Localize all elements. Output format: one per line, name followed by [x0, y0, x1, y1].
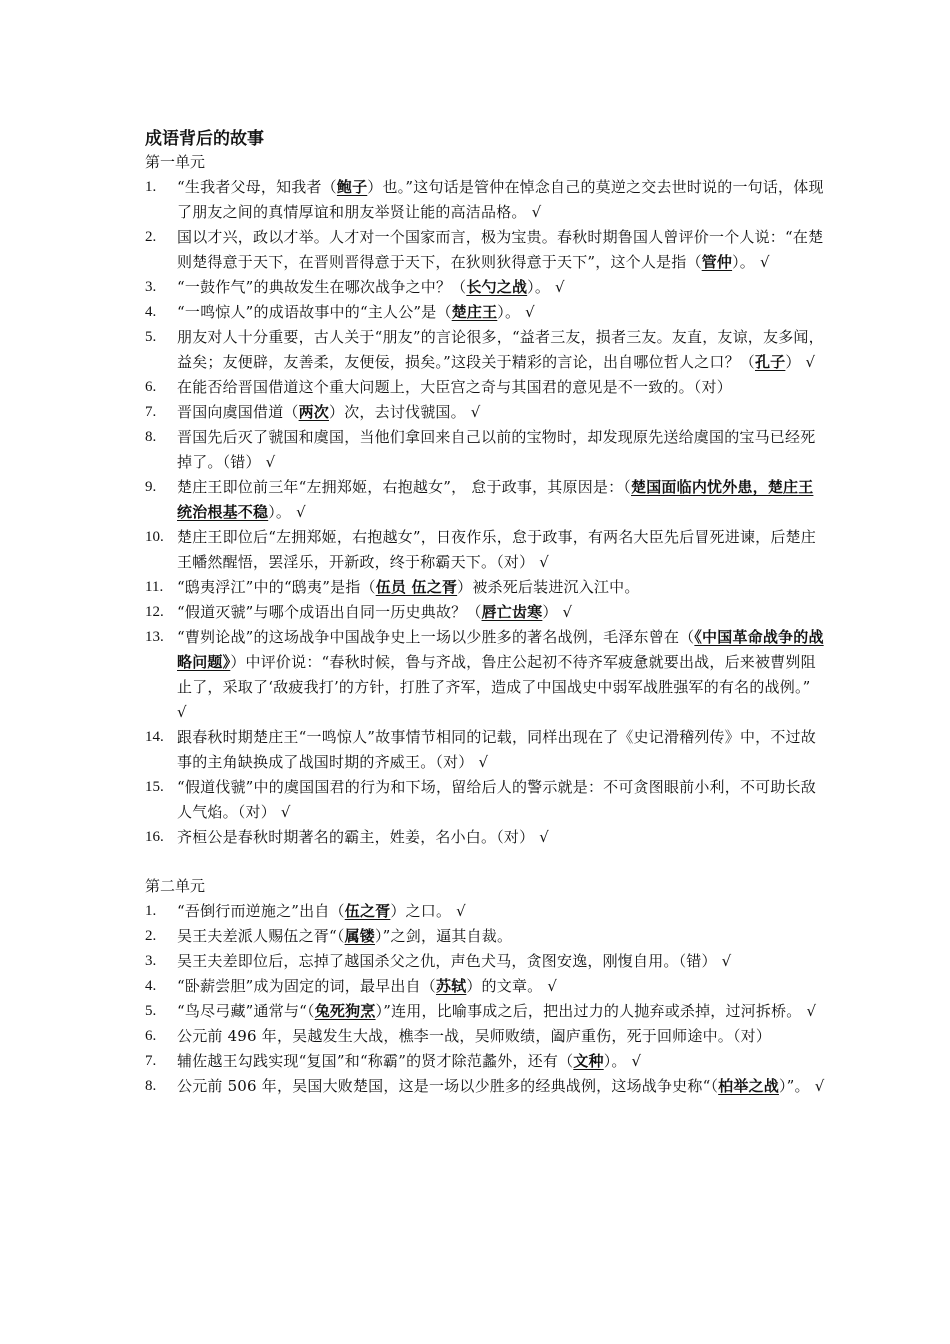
question-item [145, 225, 825, 275]
answer-text: 伍员 伍之胥 [375, 578, 458, 596]
question-item [145, 899, 825, 924]
question-text [177, 949, 825, 974]
question-text [177, 825, 825, 850]
question-segment: 晋国向虞国借道（ [177, 403, 299, 421]
answer-text: 兔死狗烹 [314, 1002, 376, 1020]
question-text [177, 899, 825, 924]
question-segment: ）。 √ [527, 278, 565, 296]
question-segment: 国以才兴，政以才举。人才对一个国家而言，极为宝贵。春秋时期鲁国人曾评价一个人说：“在楚则楚得意于天下，在晋则晋得意于天下，在狄则狄得意于天下”，这个人是指（ [177, 228, 824, 271]
question-number: 5. [145, 1003, 157, 1019]
question-segment: ）也。”这句话是管仲在悼念自己的莫逆之交去世时说的一句话，体现了朋友之间的真情厚谊和朋友举贤让能的高洁品格。 √ [177, 178, 824, 221]
question-item [145, 1074, 825, 1099]
question-item [145, 949, 825, 974]
question-segment: “卧薪尝胆”成为固定的词，最早出自（ [177, 977, 436, 995]
question-text [177, 1049, 825, 1074]
question-segment: 齐桓公是春秋时期著名的霸主，姓姜，名小白。（对） √ [177, 828, 550, 846]
question-segment: “一鼓作气”的典故发生在哪次战争之中？（ [177, 278, 467, 296]
question-number: 1. [145, 179, 157, 195]
question-segment: ） √ [785, 353, 816, 371]
question-text [177, 275, 825, 300]
answer-text: 长勺之战 [466, 278, 528, 296]
question-number: 6. [145, 379, 157, 395]
question-text [177, 725, 825, 775]
question-segment: ）被杀死后装进沉入江中。 [457, 578, 640, 596]
question-segment: ）”。 √ [778, 1077, 825, 1095]
answer-text: 属镂 [344, 927, 375, 945]
units-container [145, 150, 825, 1099]
question-item [145, 600, 825, 625]
question-number: 14. [145, 729, 164, 745]
question-segment: 朋友对人十分重要，古人关于“朋友”的言论很多，“益者三友，损者三友。友直，友谅，友多闻，益矣；友便辟，友善柔，友便佞，损矣。”这段关于精彩的言论，出自哪位哲人之口？（ [177, 328, 824, 371]
question-segment: ）次，去讨伐虢国。 √ [329, 403, 481, 421]
unit-section [145, 874, 825, 1099]
question-item [145, 400, 825, 425]
answer-text: 孔子 [754, 353, 786, 371]
question-segment: 公元前 506 年，吴国大败楚国，这是一场以少胜多的经典战例，这场战争史称“（ [177, 1077, 719, 1095]
answer-text: 楚国面临内忧外患，楚庄王统治根基不稳 [177, 478, 814, 521]
question-number: 9. [145, 479, 157, 495]
question-segment: ） √ [542, 603, 573, 621]
answer-text: 文种 [573, 1052, 604, 1070]
question-text [177, 375, 825, 400]
question-segment: ）之口。 √ [390, 902, 466, 920]
question-text [177, 400, 825, 425]
question-text [177, 999, 825, 1024]
question-segment: “鸟尽弓藏”通常与“（ [177, 1002, 315, 1020]
question-number: 8. [145, 429, 157, 445]
question-item [145, 325, 825, 375]
question-segment: ）。 √ [732, 253, 770, 271]
question-segment: “生我者父母，知我者（ [177, 178, 337, 196]
question-item [145, 924, 825, 949]
answer-text: 楚庄王 [451, 303, 498, 321]
question-segment: ）。 √ [603, 1052, 642, 1070]
question-text [177, 1024, 825, 1049]
question-segment: “假道灭虢”与哪个成语出自同一历史典故？（ [177, 603, 482, 621]
document-title: 成语背后的故事 [145, 129, 264, 149]
question-item [145, 1024, 825, 1049]
answer-text: 鲍子 [336, 178, 368, 196]
question-segment: “一鸣惊人”的成语故事中的“主人公”是（ [177, 303, 452, 321]
question-segment: “吾倒行而逆施之”出自（ [177, 902, 345, 920]
question-number: 7. [145, 404, 157, 420]
question-number: 10. [145, 529, 164, 545]
question-number: 4. [145, 304, 157, 320]
question-item [145, 275, 825, 300]
question-segment: ）的文章。 √ [466, 977, 558, 995]
question-number: 5. [145, 329, 157, 345]
unit-title: 第二单元 [145, 877, 206, 895]
question-segment: ）。 √ [497, 303, 535, 321]
question-item [145, 999, 825, 1024]
question-segment: ）”连用，比喻事成之后，把出过力的人抛弃或杀掉，过河拆桥。 √ [375, 1002, 817, 1020]
question-text [177, 924, 825, 949]
question-text [177, 225, 825, 275]
question-segment: 晋国先后灭了虢国和虞国，当他们拿回来自己以前的宝物时，却发现原先送给虞国的宝马已经死掉了。（错） √ [177, 428, 816, 471]
question-segment: “曹刿论战”的这场战争中国战争史上一场以少胜多的著名战例，毛泽东曾在（ [177, 628, 695, 646]
question-segment: 辅佐越王勾践实现“复国”和“称霸”的贤才除范蠡外，还有（ [177, 1052, 574, 1070]
question-text [177, 625, 825, 725]
question-item [145, 175, 825, 225]
question-segment: ）。 √ [268, 503, 306, 521]
question-segment: 跟春秋时期楚庄王“一鸣惊人”故事情节相同的记载，同样出现在了《史记滑稽列传》中，不过故事的主角缺换成了战国时期的齐威王。（对） √ [177, 728, 816, 771]
question-segment: 吴王夫差即位后，忘掉了越国杀父之仇，声色犬马，贪图安逸，刚愎自用。（错） √ [177, 952, 732, 970]
question-text [177, 525, 825, 575]
question-text [177, 175, 825, 225]
question-list [145, 899, 825, 1099]
answer-text: 唇亡齿寒 [481, 603, 543, 621]
question-number: 2. [145, 928, 157, 944]
question-segment: 吴王夫差派人赐伍之胥“（ [177, 927, 345, 945]
question-number: 13. [145, 629, 164, 645]
question-segment: “鸱夷浮江”中的“鸱夷”是指（ [177, 578, 376, 596]
question-number: 6. [145, 1028, 157, 1044]
answer-text: 苏轼 [435, 977, 467, 995]
question-text [177, 575, 825, 600]
question-number: 16. [145, 829, 164, 845]
answer-text: 柏举之战 [718, 1077, 779, 1095]
question-number: 4. [145, 978, 157, 994]
question-number: 11. [145, 579, 164, 595]
question-segment: ）”之剑，逼其自裁。 [374, 927, 513, 945]
question-segment: ）中评价说：“春秋时候，鲁与齐战，鲁庄公起初不待齐军疲惫就要出战，后来被曹刿阻止了，采取了‘敌疲我打’的方针，打胜了齐军，造成了中国战史中弱军战胜强军的有名的战例。” √ [177, 653, 816, 721]
question-text [177, 600, 825, 625]
question-item [145, 575, 825, 600]
question-number: 3. [145, 953, 157, 969]
question-number: 3. [145, 279, 157, 295]
question-item [145, 525, 825, 575]
question-item [145, 375, 825, 400]
question-item [145, 1049, 825, 1074]
question-item [145, 775, 825, 825]
question-text [177, 425, 825, 475]
document-page [145, 128, 825, 1099]
question-number: 8. [145, 1078, 157, 1094]
question-segment: “假道伐虢”中的虞国国君的行为和下场，留给后人的警示就是：不可贪图眼前小利，不可助长敌人气焰。（对） √ [177, 778, 816, 821]
answer-text: 两次 [298, 403, 330, 421]
question-item [145, 425, 825, 475]
question-item [145, 825, 825, 850]
question-number: 2. [145, 229, 157, 245]
question-number: 1. [145, 903, 157, 919]
question-segment: 在能否给晋国借道这个重大问题上，大臣宫之奇与其国君的意见是不一致的。（对） [177, 378, 732, 396]
question-text [177, 475, 825, 525]
unit-title: 第一单元 [145, 153, 206, 171]
unit-section [145, 150, 825, 850]
question-text [177, 300, 825, 325]
question-item [145, 475, 825, 525]
answer-text: 《中国革命战争的战略问题》 [177, 628, 824, 671]
question-item [145, 725, 825, 775]
question-text [177, 974, 825, 999]
question-segment: 楚庄王即位前三年“左拥郑姬，右抱越女”， 怠于政事，其原因是：（ [177, 478, 632, 496]
question-list [145, 175, 825, 850]
question-item [145, 974, 825, 999]
question-text [177, 775, 825, 825]
question-text [177, 325, 825, 375]
question-segment: 公元前 496 年，吴越发生大战，樵李一战，吴师败绩，阖庐重伤，死于回师途中。（对） [177, 1027, 772, 1045]
question-item [145, 625, 825, 725]
question-number: 15. [145, 779, 164, 795]
question-segment: 楚庄王即位后“左拥郑姬，右抱越女”，日夜作乐，怠于政事，有两名大臣先后冒死进谏，后楚庄王幡然醒悟，罢淫乐，开新政，终于称霸天下。（对） √ [177, 528, 816, 571]
question-number: 12. [145, 604, 164, 620]
question-number: 7. [145, 1053, 157, 1069]
question-text [177, 1074, 825, 1099]
answer-text: 管仲 [701, 253, 733, 271]
answer-text: 伍之胥 [344, 902, 391, 920]
question-item [145, 300, 825, 325]
